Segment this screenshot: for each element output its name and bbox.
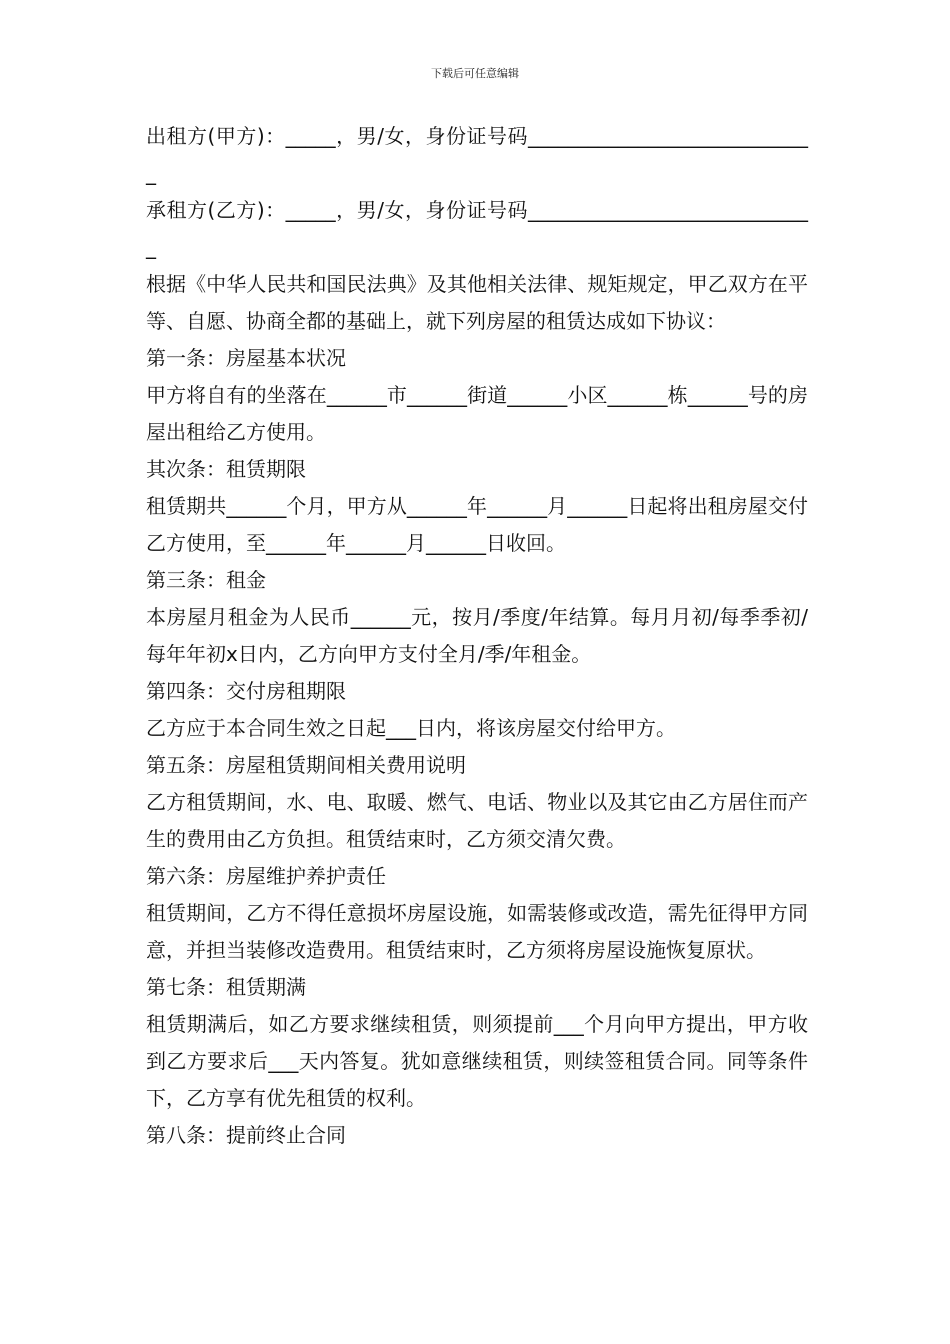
lessor-line: 出租方(甲方)：_____，男/女，身份证号码_____________________________: [146, 124, 808, 185]
article-7-title: 第七条：租赁期满: [146, 975, 306, 999]
preamble: 根据《中华人民共和国民法典》及其他相关法律、规矩规定，甲乙双方在平等、自愿、协商全都的基础上，就下列房屋的租赁达成如下协议：: [146, 272, 808, 333]
contract-body: [146, 118, 808, 1154]
article-6-title: 第六条：房屋维护养护责任: [146, 864, 386, 888]
page-header: 下载后可任意编辑: [431, 67, 519, 80]
article-3-title: 第三条：租金: [146, 568, 266, 592]
article-7-text: 租赁期满后，如乙方要求继续租赁，则须提前___个月向甲方提出，甲方收到乙方要求后___天内答复。犹如意继续租赁，则续签租赁合同。同等条件下，乙方享有优先租赁的权利。: [146, 1012, 808, 1110]
article-1-title: 第一条：房屋基本状况: [146, 346, 346, 370]
article-3-text: 本房屋月租金为人民币______元，按月/季度/年结算。每月月初/每季季初/每年年初x日内，乙方向甲方支付全月/季/年租金。: [146, 605, 808, 666]
article-2-text: 租赁期共______个月，甲方从______年______月______日起将出租房屋交付乙方使用，至______年______月______日收回。: [146, 494, 808, 555]
lessee-line: 承租方(乙方)：_____，男/女，身份证号码_____________________________: [146, 198, 808, 259]
article-1-text: 甲方将自有的坐落在______市______街道______小区______栋______号的房屋出租给乙方使用。: [146, 383, 808, 444]
article-8-title: 第八条：提前终止合同: [146, 1123, 346, 1147]
article-5-text: 乙方租赁期间，水、电、取暖、燃气、电话、物业以及其它由乙方居住而产生的费用由乙方负担。租赁结束时，乙方须交清欠费。: [146, 790, 808, 851]
article-2-title: 其次条：租赁期限: [146, 457, 306, 481]
article-4-title: 第四条：交付房租期限: [146, 679, 346, 703]
article-6-text: 租赁期间，乙方不得任意损坏房屋设施，如需装修或改造，需先征得甲方同意，并担当装修改造费用。租赁结束时，乙方须将房屋设施恢复原状。: [146, 901, 808, 962]
article-4-text: 乙方应于本合同生效之日起___日内，将该房屋交付给甲方。: [146, 716, 676, 740]
article-5-title: 第五条：房屋租赁期间相关费用说明: [146, 753, 466, 777]
